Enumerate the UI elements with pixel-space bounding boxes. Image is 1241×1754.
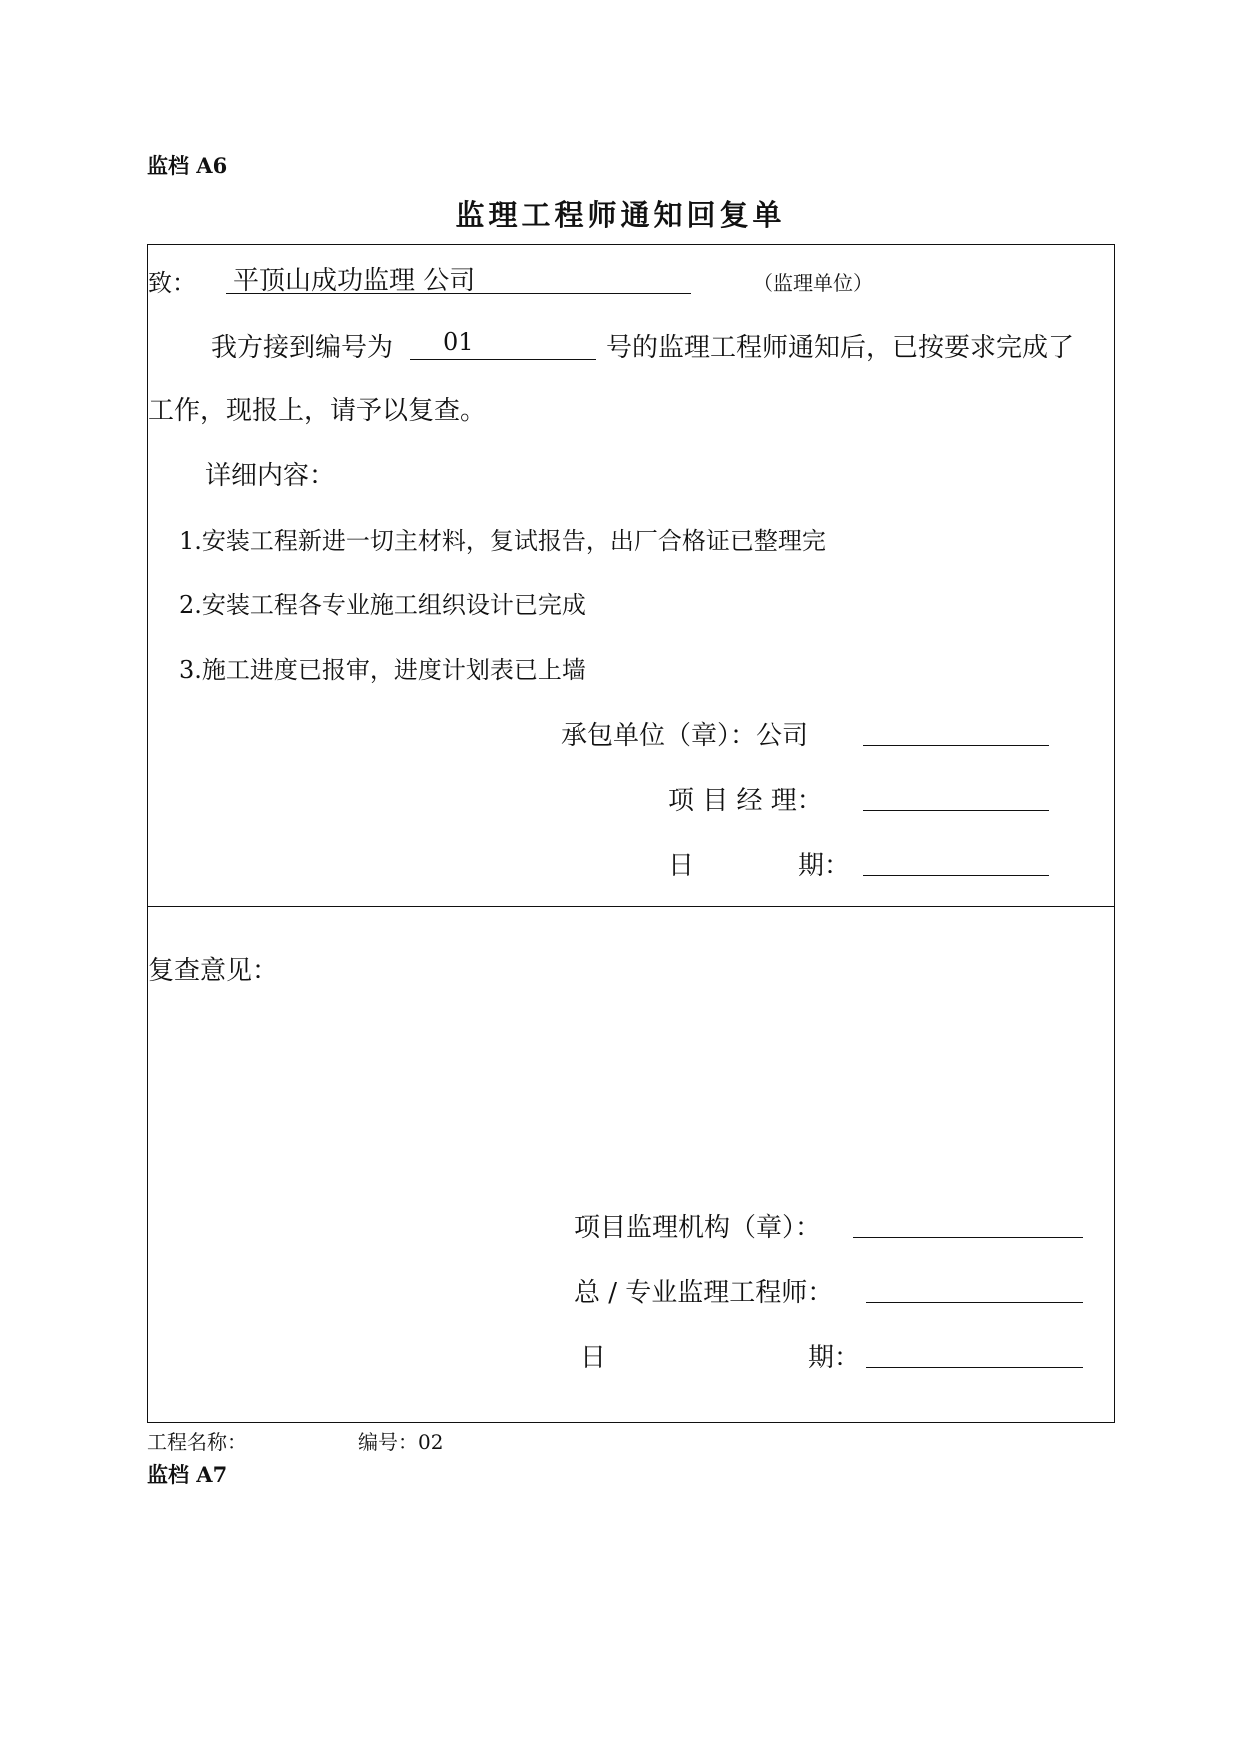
review-date-line	[866, 1367, 1083, 1368]
detail-heading: 详细内容：	[205, 461, 336, 491]
supervision-org-label: 项目监理机构（章）：	[574, 1213, 822, 1243]
to-label: 致：	[148, 269, 196, 297]
engineer-signature-line	[866, 1302, 1083, 1303]
supervisor-unit-note: （监理单位）	[753, 271, 873, 295]
engineer-label: 总 / 专业监理工程师：	[574, 1278, 834, 1308]
supervision-org-line	[853, 1237, 1083, 1238]
serial-number	[358, 1426, 443, 1455]
review-date-label-left: 日	[580, 1343, 607, 1373]
manager-signature-line	[863, 810, 1049, 811]
detail-item-2: 2.安装工程各专业施工组织设计已完成	[179, 591, 586, 619]
paragraph-start: 我方接到编号为	[211, 333, 394, 363]
contractor-label: 承包单位（章）：公司	[561, 721, 809, 751]
to-underline	[226, 293, 691, 294]
project-name-label: 工程名称：	[147, 1430, 247, 1454]
review-date-label-right: 期：	[808, 1343, 861, 1373]
reply-date-label-left: 日	[668, 851, 695, 881]
supervisor-company: 平顶山成功监理 公司	[233, 266, 476, 296]
paragraph-continuation: 工作，现报上，请予以复查。	[148, 396, 487, 426]
serial-value: 02	[418, 1430, 444, 1454]
notice-number-underline	[410, 359, 596, 360]
detail-item-1: 1.安装工程新进一切主材料，复试报告，出厂合格证已整理完	[179, 527, 826, 555]
review-heading: 复查意见：	[148, 956, 279, 986]
notice-number: 01	[443, 328, 474, 356]
project-manager-label: 项 目 经 理：	[668, 786, 823, 816]
serial-label: 编号：	[358, 1430, 418, 1454]
document-code: 监档 A6	[147, 153, 228, 178]
paragraph-end: 号的监理工程师通知后，已按要求完成了	[606, 333, 1075, 363]
next-document-code: 监档 A7	[147, 1462, 228, 1487]
page-title: 监理工程师通知回复单	[455, 198, 786, 232]
reply-section	[147, 244, 1115, 907]
detail-item-3: 3.施工进度已报审，进度计划表已上墙	[179, 656, 586, 684]
reply-date-label-right: 期：	[798, 851, 851, 881]
contractor-signature-line	[863, 745, 1049, 746]
review-section	[147, 905, 1115, 1423]
reply-date-line	[863, 875, 1049, 876]
